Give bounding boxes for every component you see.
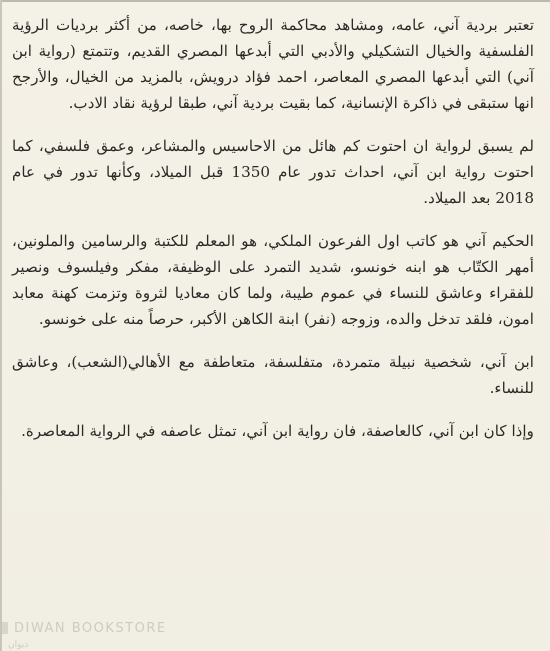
page-left-edge [0, 0, 2, 651]
paragraph-2: لم يسبق لرواية ان احتوت كم هائل من الاحاسيس والمشاعر، وعمق فلسفي، كما احتوت رواية ابن آني، احداث تدور عام 1350 قبل الميلاد، وكأنها تدور في عام 2018 بعد الميلاد. [12, 137, 534, 207]
watermark-arabic: ديوان [8, 640, 29, 650]
paragraph-4: ابن آني، شخصية نبيلة متمردة، متفلسفة، متعاطفة مع الأهالي(الشعب)، وعاشق للنساء. [12, 353, 534, 397]
page-top-edge [0, 0, 550, 2]
watermark-text: DIWAN BOOKSTORE [14, 620, 167, 636]
body-text [12, 12, 534, 461]
paragraph-5: وإذا كان ابن آني، كالعاصفة، فان رواية ابن آني، تمثل عاصفه في الرواية المعاصرة. [21, 422, 534, 440]
watermark-bar [2, 622, 8, 634]
paragraph-1: تعتبر بردية آني، عامه، ومشاهد محاكمة الروح بها، خاصه، من أكثر برديات الرؤية الفلسفية والخيال التشكيلي والأدبي التي أبدعها المصري القديم، وتتمتع (رواية ابن آني) التي أبدعها المصري المعاصر، احمد فؤاد درويش، بالمزيد من الخيال، والأرجح انها ستبقى في ذاكرة الإنسانية، كما بقيت بردية آني، طبقا لرؤية نقاد الادب. [12, 16, 534, 112]
bookstore-watermark [2, 620, 167, 636]
paragraph-3: الحكيم آني هو كاتب اول الفرعون الملكي، هو المعلم للكتبة والرسامين والملونين، أمهر الكتّاب هو ابنه خونسو، شديد التمرد على الوظيفة، مفكر وفيلسوف ونصير للفقراء وعاشق للنساء في عموم طيبة، ولما كان معاديا لثروة وتزمت كهنة معابد امون، فلقد تدخل والده، وزوجه (نفر) ابنة الكاهن الأكبر، حرصاً منه على خونسو. [12, 232, 534, 328]
